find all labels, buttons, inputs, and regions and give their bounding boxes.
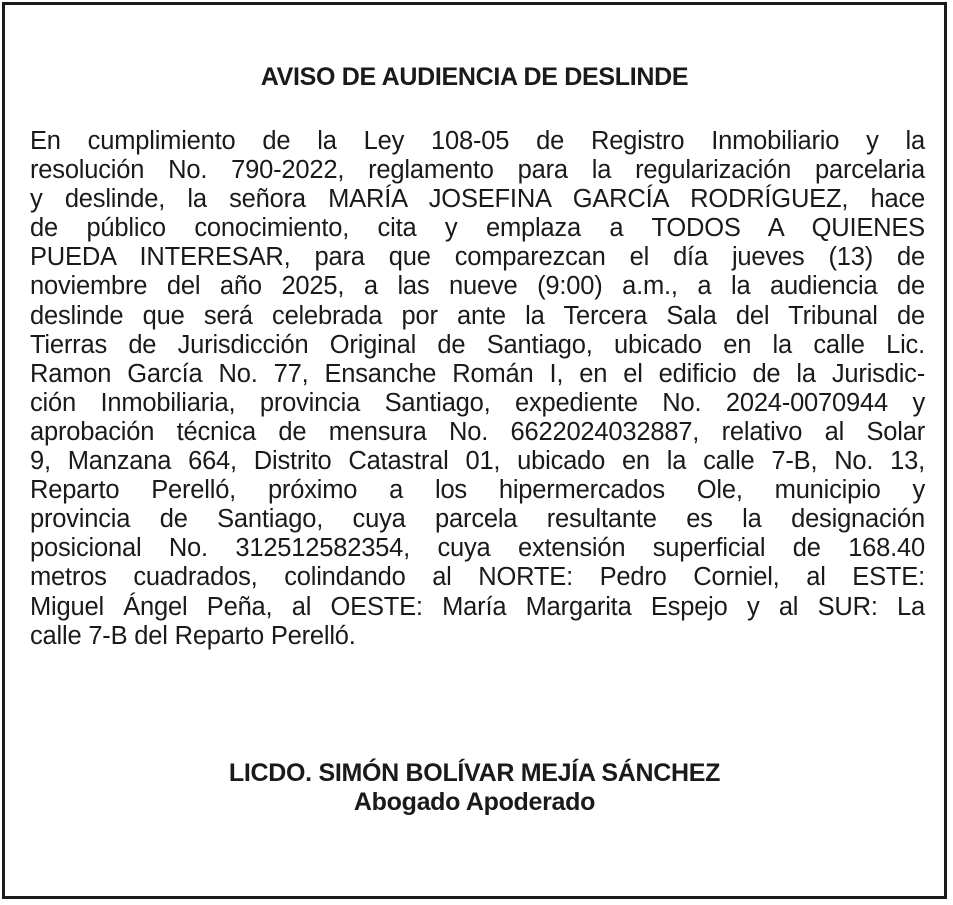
body-line: 9, Manzana 664, Distrito Catastral 01, ubicado en la calle 7-B, No. 13, — [30, 447, 925, 476]
body-line: calle 7-B del Reparto Perelló. — [30, 621, 356, 650]
body-line: Ramon García No. 77, Ensanche Román I, en el edificio de la Jurisdic- — [30, 359, 925, 388]
body-line: provincia de Santiago, cuya parcela resultante es la designación — [30, 505, 925, 534]
body-line: Tierras de Jurisdicción Original de Santiago, ubicado en la calle Lic. — [30, 330, 925, 359]
body-line: resolución No. 790-2022, reglamento para la regularización parcelaria — [30, 156, 925, 185]
signatory-name: LICDO. SIMÓN BOLÍVAR MEJÍA SÁNCHEZ — [228, 759, 721, 787]
notice-frame — [2, 2, 947, 899]
body-line: ción Inmobiliaria, provincia Santiago, expediente No. 2024-0070944 y — [30, 388, 925, 417]
body-line: deslinde que será celebrada por ante la Tercera Sala del Tribunal de — [30, 301, 925, 330]
body-line: posicional No. 312512582354, cuya extensión superficial de 168.40 — [30, 534, 925, 563]
body-line: aprobación técnica de mensura No. 6622024032887, relativo al Solar — [30, 417, 925, 446]
body-line: y deslinde, la señora MARÍA JOSEFINA GARCÍA RODRÍGUEZ, hace — [30, 185, 925, 214]
signatory-role: Abogado Apoderado — [353, 788, 596, 816]
notice-body — [30, 127, 925, 651]
body-line: Reparto Perelló, próximo a los hipermercados Ole, municipio y — [30, 476, 925, 505]
body-line: Miguel Ángel Peña, al OESTE: María Margarita Espejo y al SUR: La — [30, 592, 925, 621]
notice-title: AVISO DE AUDIENCIA DE DESLINDE — [260, 63, 689, 91]
body-line: de público conocimiento, cita y emplaza a TODOS A QUIENES — [30, 214, 925, 243]
body-line: En cumplimiento de la Ley 108-05 de Registro Inmobiliario y la — [30, 127, 925, 155]
body-line: PUEDA INTERESAR, para que comparezcan el día jueves (13) de — [30, 243, 925, 272]
body-line: noviembre del año 2025, a las nueve (9:00) a.m., a la audiencia de — [30, 272, 925, 301]
body-line: metros cuadrados, colindando al NORTE: Pedro Corniel, al ESTE: — [30, 563, 925, 592]
signature-block — [5, 759, 944, 817]
